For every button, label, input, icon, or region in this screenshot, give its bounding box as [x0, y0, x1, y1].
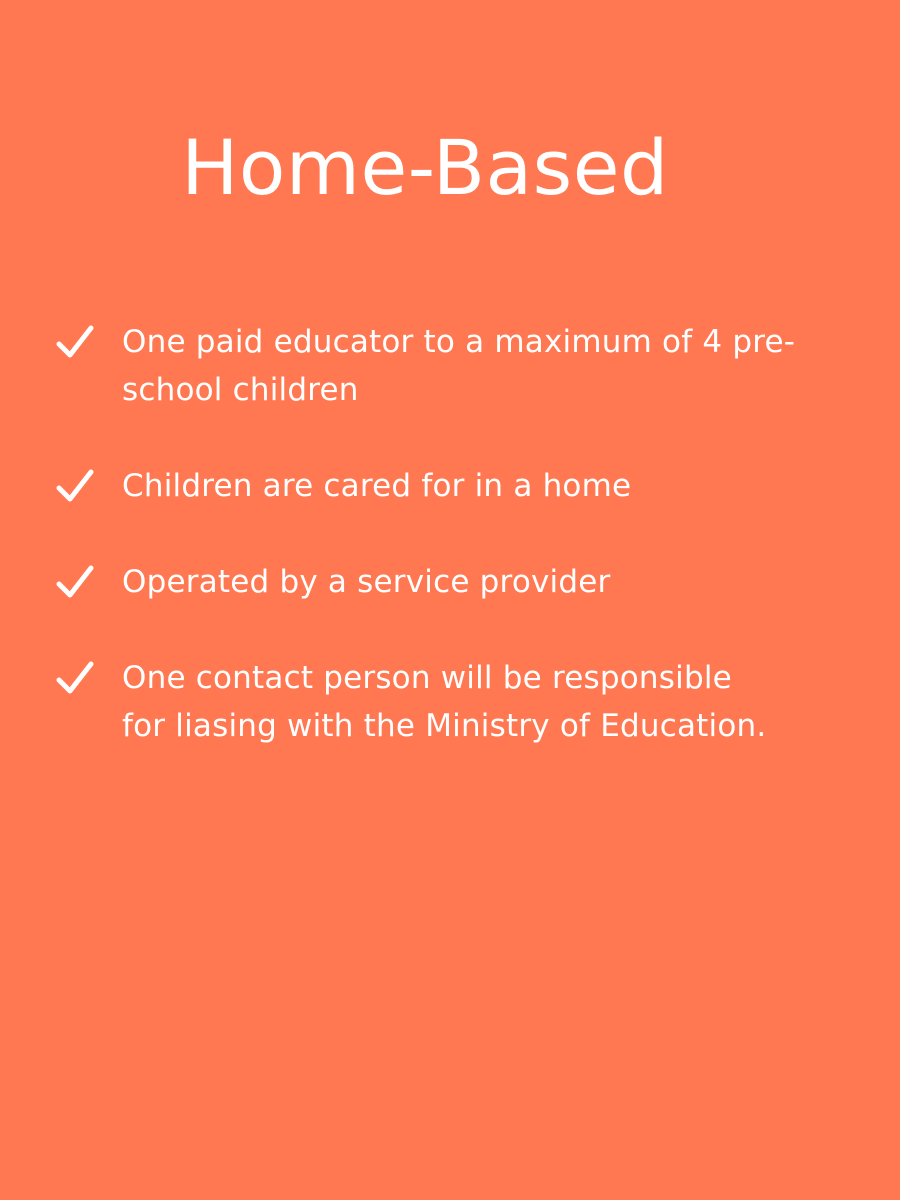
list-item	[52, 462, 812, 510]
check-icon	[52, 462, 98, 510]
list-item	[52, 654, 812, 750]
check-icon	[52, 654, 98, 702]
check-icon	[52, 558, 98, 606]
list-item-text: Operated by a service provider	[122, 564, 611, 600]
list-item-text: Children are cared for in a home	[122, 468, 632, 504]
check-icon	[52, 318, 98, 366]
feature-list	[52, 318, 812, 798]
list-item	[52, 318, 812, 414]
list-item-text: One paid educator to a maximum of 4 pre-school children	[122, 324, 796, 408]
list-item	[52, 558, 812, 606]
page-title: Home-Based	[181, 123, 669, 212]
list-item-text: One contact person will be responsible for liasing with the Ministry of Education.	[122, 660, 767, 744]
